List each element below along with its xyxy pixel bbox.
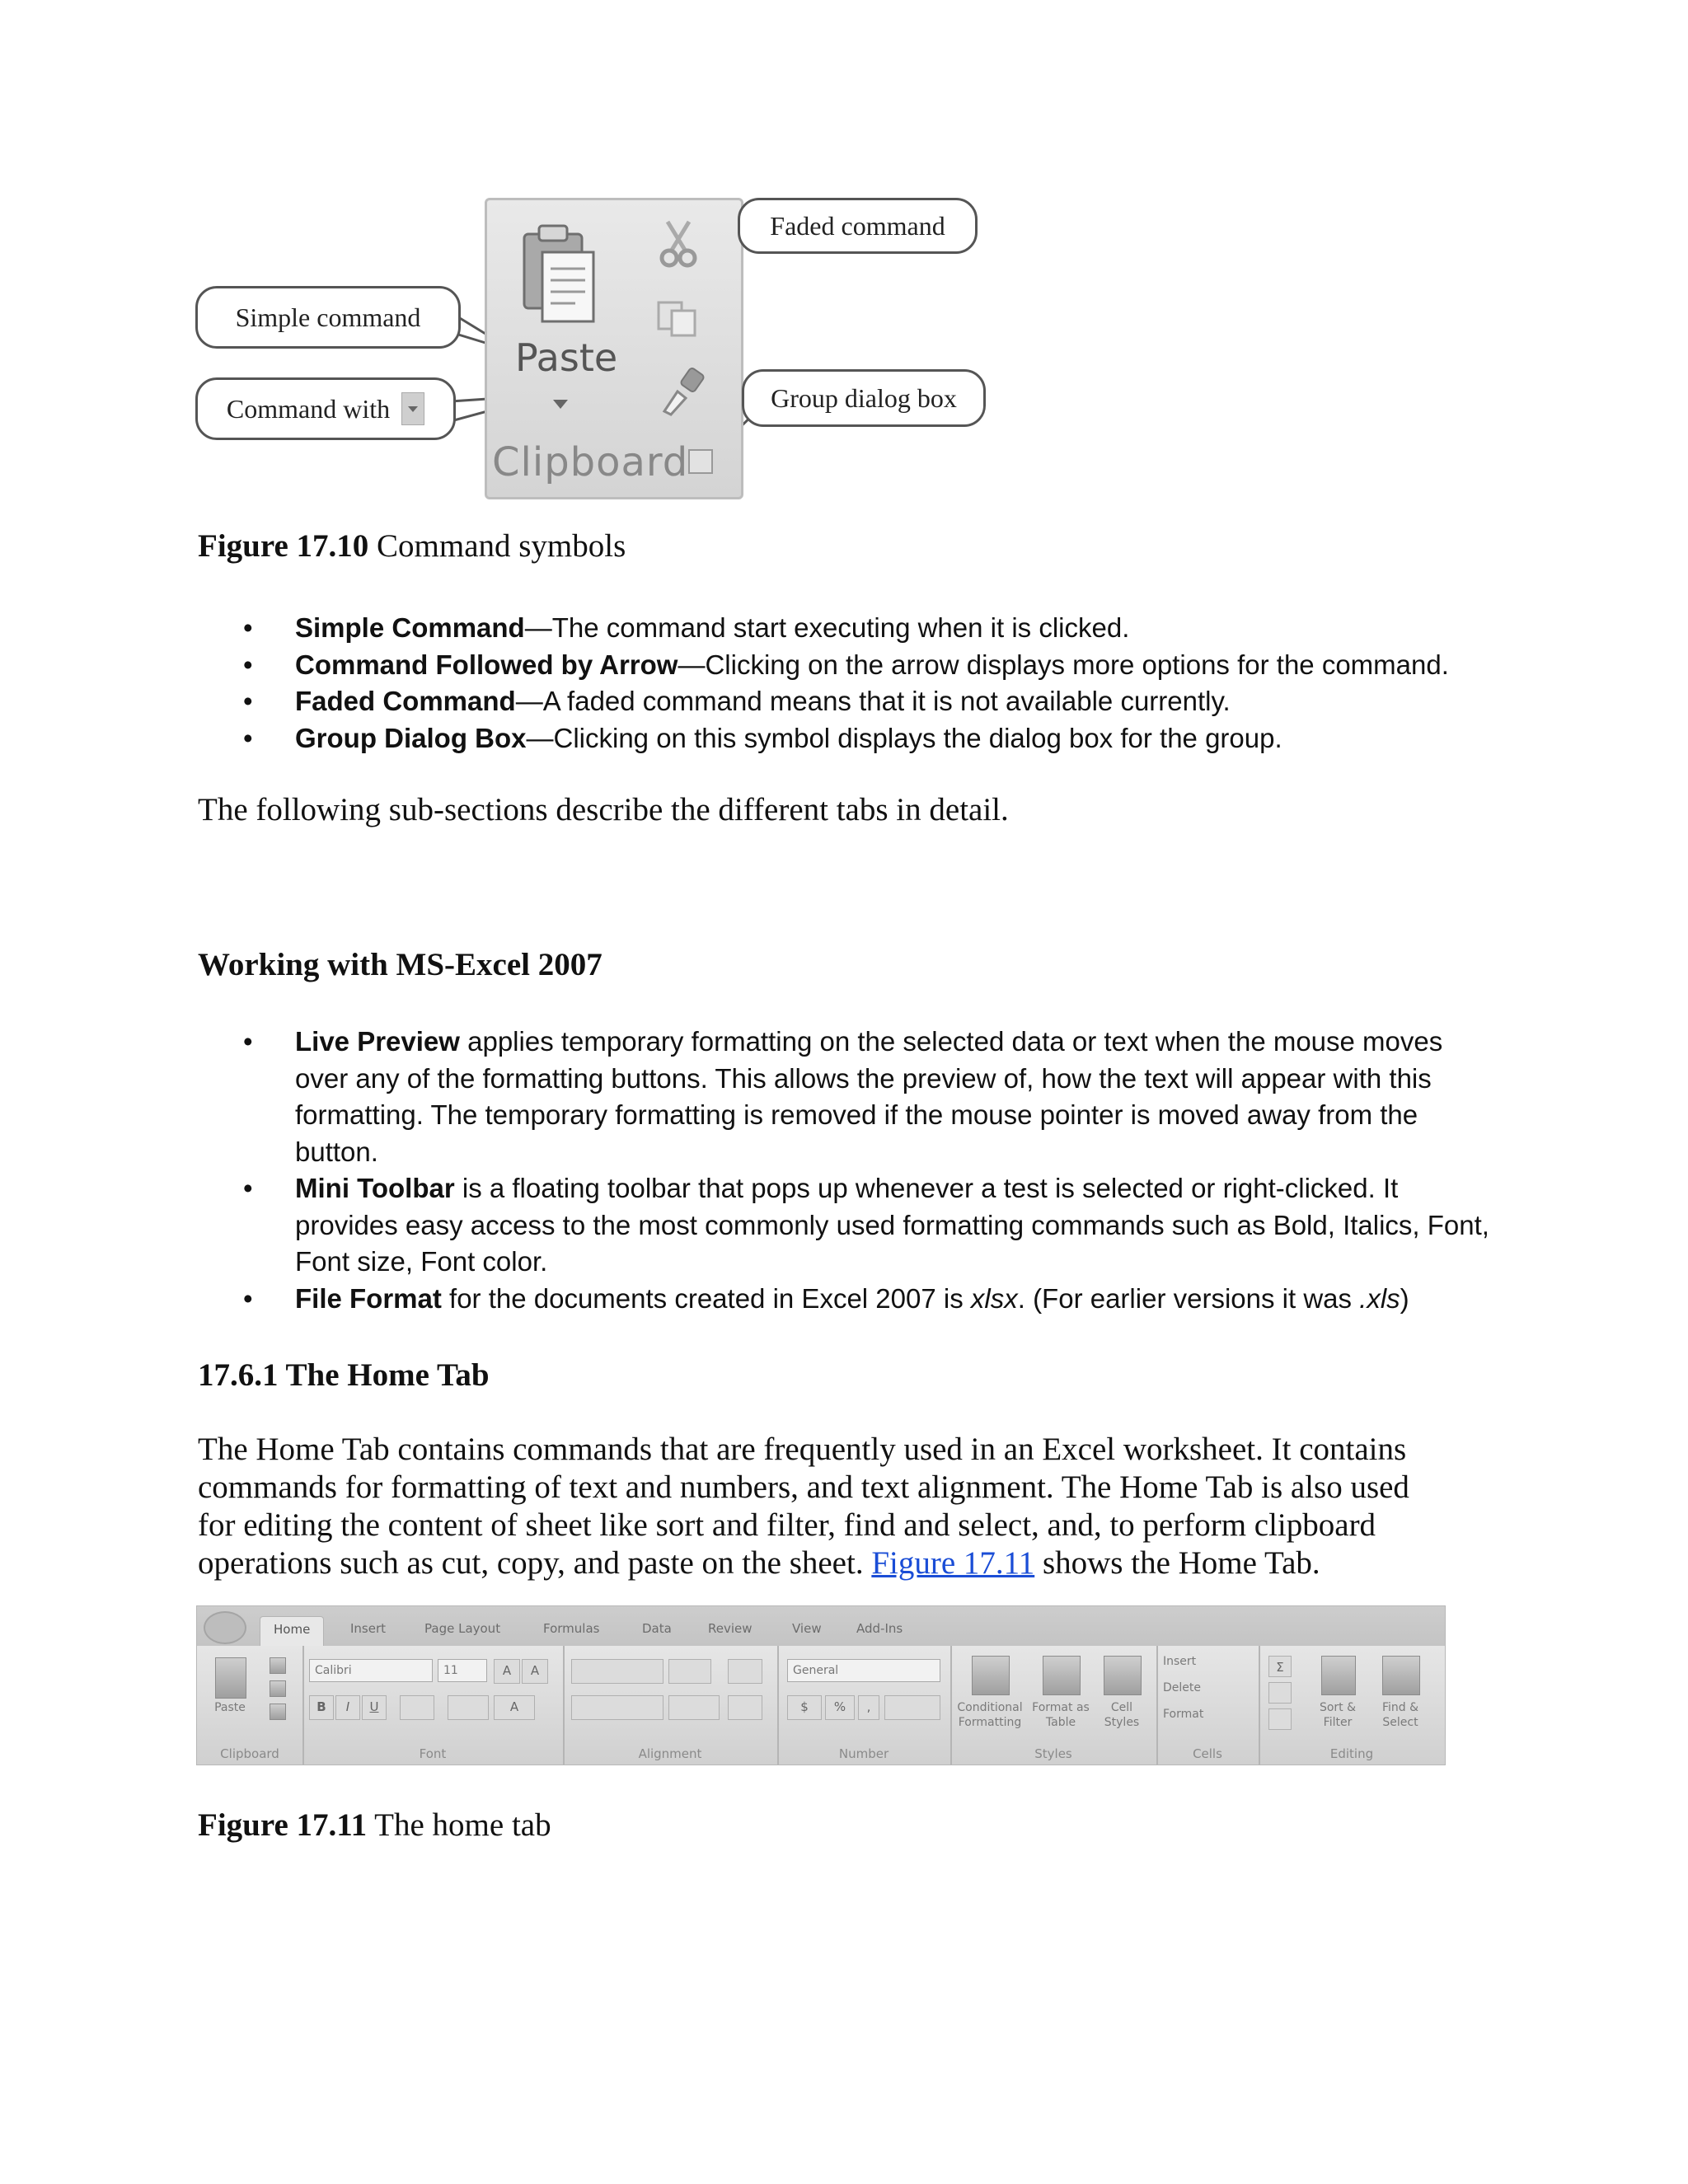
font-name-select[interactable]: Calibri [309,1659,433,1682]
home-tab-paragraph: The Home Tab contains commands that are frequently used in an Excel worksheet. It contains commands for formatting of text and numbers, and text alignment. The Home Tab is also used for editing the content of sheet like sort and filter, find and select, and, to perform clipboard operations such as cut, copy, and paste on the sheet. Figure 17.11 shows the Home Tab. [198,1432,1409,1581]
indent-buttons[interactable] [668,1695,720,1720]
paste-dropdown-arrow [553,400,568,409]
cut-icon [659,218,697,269]
cell-styles-icon[interactable] [1104,1656,1142,1695]
clipboard-group-label: Clipboard [492,439,689,485]
tab-formulas[interactable]: Formulas [543,1621,600,1636]
percent-button[interactable]: % [825,1695,855,1720]
group-label: Alignment [638,1746,702,1761]
callout-simple-command: Simple command [195,286,461,349]
list-item: • Live Preview applies temporary formatting on the selected data or text when the mouse moves over any of the formatting buttons. This allows the preview of, how the text will appear with this formatting. The temporary formatting is removed if the mouse pointer is moved away from the button. [198,1024,1492,1170]
cut-icon[interactable] [270,1657,286,1674]
border-button[interactable] [400,1695,434,1720]
callout-faded-command: Faded command [738,198,978,254]
copy-icon[interactable] [270,1680,286,1697]
font-color-button[interactable]: A [494,1695,535,1720]
delete-cells-button[interactable]: Delete [1163,1681,1201,1694]
format-as-table-icon[interactable] [1043,1656,1081,1695]
figure-17-10-caption: Figure 17.10 Command symbols [198,528,626,564]
format-painter-icon [659,367,707,416]
group-label: Number [838,1746,889,1761]
figure-17-11-link[interactable]: Figure 17.11 [871,1545,1035,1581]
excel-features-list [198,1024,1492,1317]
fill-icon[interactable] [1268,1682,1292,1704]
bold-button[interactable]: B [309,1695,334,1720]
tab-page-layout[interactable]: Page Layout [424,1621,501,1636]
format-painter-icon[interactable] [270,1704,286,1720]
tab-home[interactable]: Home [260,1616,324,1647]
dropdown-arrow-icon [401,392,424,425]
horizontal-align-buttons[interactable] [571,1695,663,1720]
list-item: • Mini Toolbar is a floating toolbar that pops up whenever a test is selected or right-clicked. It provides easy access to the most commonly used formatting commands such as Bold, Italics, Font, Font size, Font color. [198,1170,1492,1281]
list-item: • File Format for the documents created in Excel 2007 is xlsx. (For earlier versions it was .xls) [198,1281,1492,1318]
orientation-button[interactable] [668,1659,711,1684]
office-button-icon[interactable] [204,1611,246,1644]
group-label: Editing [1329,1746,1374,1761]
font-size-select[interactable]: 11 [438,1659,487,1682]
ribbon-body [197,1646,1445,1765]
sort-filter-label[interactable]: Sort & Filter [1319,1701,1357,1729]
comma-button[interactable]: , [858,1695,879,1720]
group-font [302,1646,565,1765]
paste-icon [518,223,600,326]
format-cells-button[interactable]: Format [1163,1708,1204,1721]
list-item: • Group Dialog Box—Clicking on this symbol displays the dialog box for the group. [198,720,1500,757]
format-as-table-label[interactable]: Format as Table [1032,1701,1090,1729]
callout-group-dialog-box: Group dialog box [742,369,986,427]
list-item: • Command Followed by Arrow—Clicking on the arrow displays more options for the command. [198,647,1500,684]
paste-icon[interactable] [215,1657,246,1699]
number-format-select[interactable]: General [787,1659,940,1682]
command-symbols-list [198,610,1500,757]
find-select-label[interactable]: Find & Select [1381,1701,1419,1729]
decimal-buttons[interactable] [884,1695,940,1720]
wrap-text-button[interactable] [728,1659,762,1684]
sort-filter-icon[interactable] [1321,1656,1356,1695]
group-editing [1259,1646,1445,1765]
underline-button[interactable]: U [362,1695,387,1720]
excel-home-ribbon [196,1605,1446,1765]
dialog-launcher-icon[interactable] [688,449,713,474]
italic-button[interactable]: I [335,1695,360,1720]
fill-color-button[interactable] [448,1695,489,1720]
group-label: Font [419,1746,447,1761]
tab-review[interactable]: Review [708,1621,753,1636]
tab-data[interactable]: Data [642,1621,672,1636]
paste-label: Paste [515,335,618,380]
group-label: Styles [1034,1746,1072,1761]
tabs-intro-paragraph: The following sub-sections describe the different tabs in detail. [198,792,1009,827]
shrink-font-button[interactable]: A [522,1659,548,1684]
excel-2007-heading: Working with MS-Excel 2007 [198,947,603,982]
merge-center-button[interactable] [728,1695,762,1720]
figure-17-11-caption: Figure 17.11 The home tab [198,1807,551,1843]
conditional-formatting-label[interactable]: Conditional Formatting [957,1701,1023,1729]
group-clipboard [197,1646,304,1765]
home-tab-heading: 17.6.1 The Home Tab [198,1357,490,1393]
paste-label[interactable]: Paste [214,1701,246,1714]
copy-icon [655,299,700,339]
group-number [777,1646,952,1765]
group-label: Cells [1193,1746,1222,1761]
tab-insert[interactable]: Insert [350,1621,387,1636]
group-alignment [563,1646,779,1765]
conditional-formatting-icon[interactable] [972,1656,1010,1695]
group-cells [1156,1646,1260,1765]
list-item: • Simple Command—The command start executing when it is clicked. [198,610,1500,647]
group-label: Clipboard [220,1746,279,1761]
group-styles [950,1646,1158,1765]
figure-command-symbols [194,194,1084,499]
find-select-icon[interactable] [1382,1656,1420,1695]
callout-command-with-arrow: Command with [195,377,456,440]
clear-icon[interactable] [1268,1708,1292,1730]
tab-view[interactable]: View [792,1621,822,1636]
tab-add-ins[interactable]: Add-Ins [856,1621,903,1636]
insert-cells-button[interactable]: Insert [1163,1655,1197,1668]
grow-font-button[interactable]: A [494,1659,520,1684]
currency-button[interactable]: $ [787,1695,822,1720]
vertical-align-buttons[interactable] [571,1659,663,1684]
cell-styles-label[interactable]: Cell Styles [1104,1701,1140,1729]
autosum-icon[interactable]: Σ [1268,1656,1292,1677]
list-item: • Faded Command—A faded command means that it is not available currently. [198,683,1500,720]
ribbon-tab-bar [197,1606,1445,1646]
